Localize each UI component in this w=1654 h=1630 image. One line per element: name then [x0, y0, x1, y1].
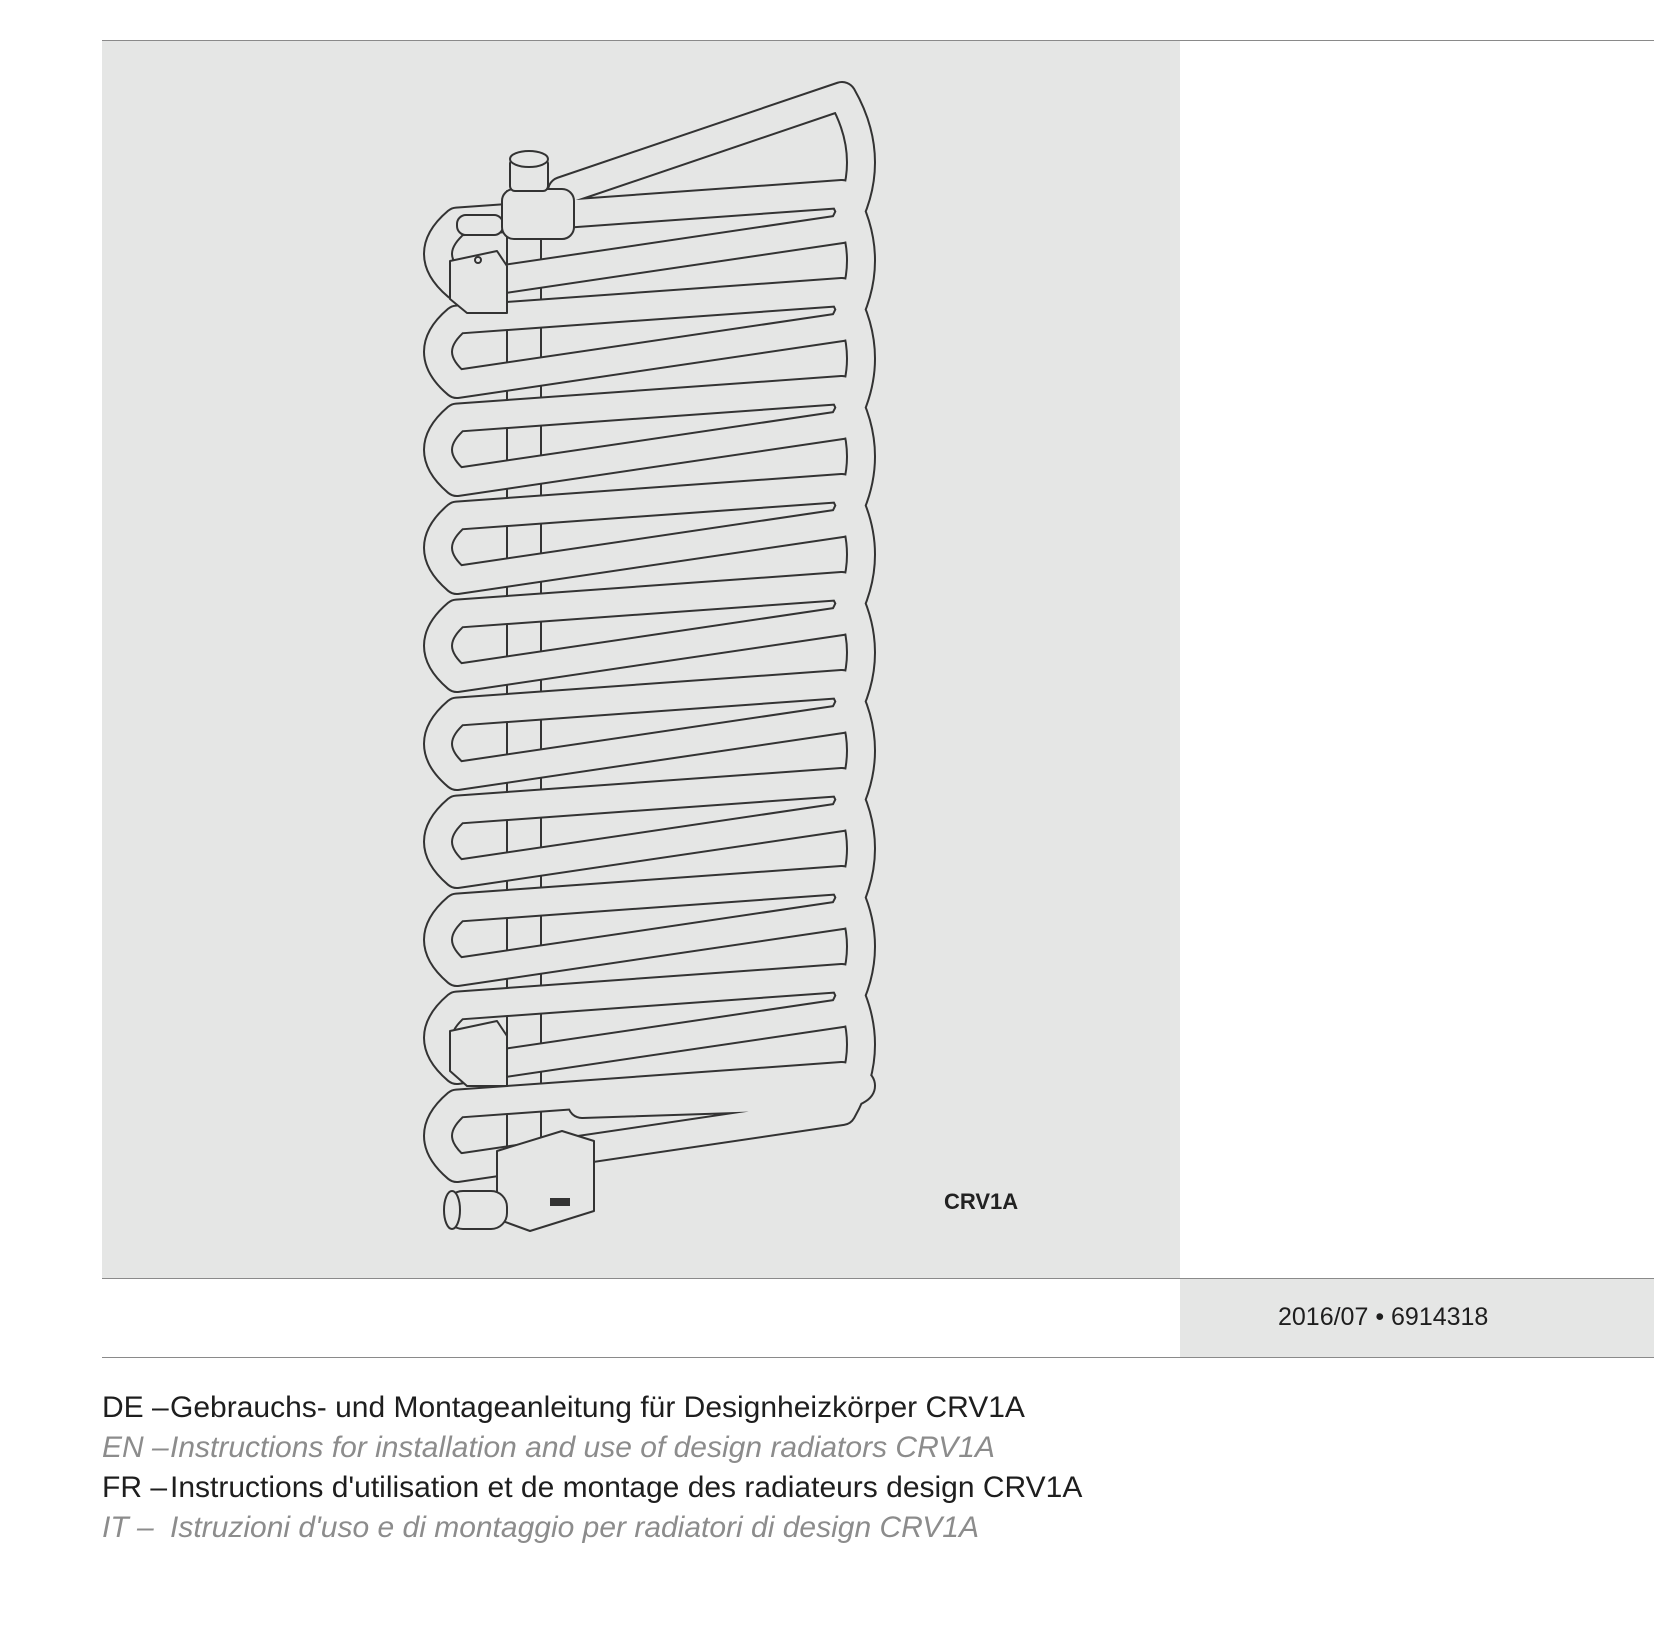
language-code: EN –: [102, 1431, 169, 1464]
model-label: CRV1A: [944, 1189, 1019, 1214]
language-code: DE –: [102, 1391, 169, 1424]
language-code: IT –: [102, 1511, 154, 1544]
title-de: [102, 1388, 1025, 1428]
title-text: Instructions d'utilisation et de montage des radiateurs design CRV1A: [170, 1471, 1083, 1504]
title-en: [102, 1428, 995, 1468]
bottom-bracket: [450, 1021, 507, 1086]
title-fr: [102, 1468, 1082, 1508]
radiator-illustration: [102, 41, 1180, 1278]
title-text: Gebrauchs- und Montageanleitung für Designheizkörper CRV1A: [170, 1391, 1025, 1424]
top-valve: [457, 151, 574, 239]
doc-info-panel: [1180, 1279, 1654, 1357]
top-bracket: [450, 251, 507, 313]
bottom-rule: [102, 1357, 1654, 1358]
title-text: Istruzioni d'uso e di montaggio per radiatori di design CRV1A: [170, 1511, 979, 1544]
title-text: Instructions for installation and use of design radiators CRV1A: [170, 1431, 995, 1464]
language-code: FR –: [102, 1471, 168, 1504]
doc-number: 2016/07 • 6914318: [1278, 1303, 1489, 1331]
figure-panel: [102, 41, 1180, 1278]
title-it: [102, 1508, 979, 1548]
